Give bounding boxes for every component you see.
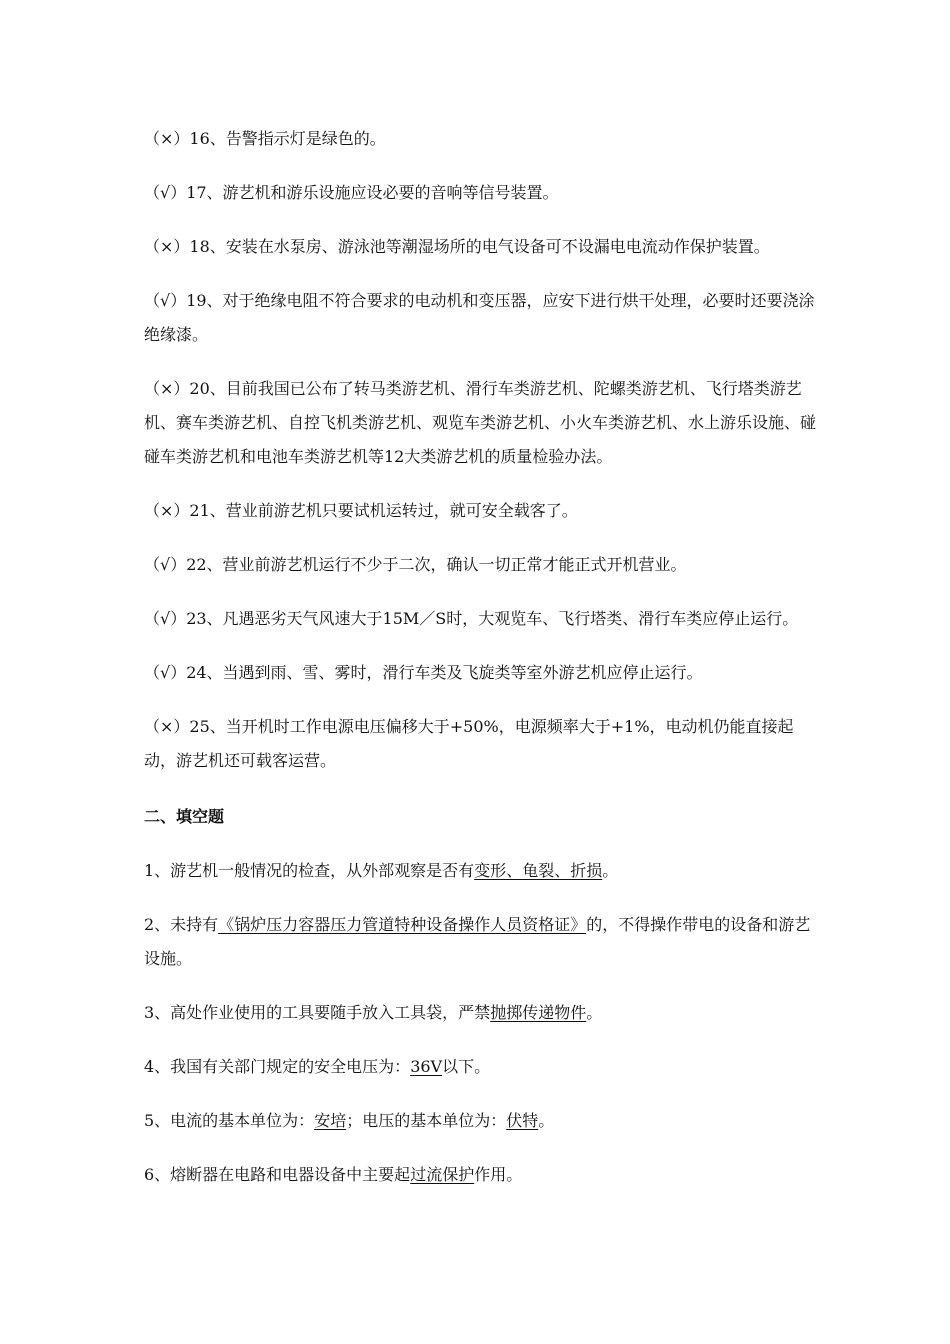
fill-item-text: 。 <box>602 861 619 880</box>
fill-answer: 过流保护 <box>410 1165 475 1184</box>
fill-item-4 <box>144 1050 820 1084</box>
judgement-item-24: （√）24、当遇到雨、雪、雾时，滑行车类及飞旋类等室外游艺机应停止运行。 <box>144 663 703 682</box>
fill-answer: 安培 <box>314 1111 347 1130</box>
judgement-item-22: （√）22、营业前游艺机运行不少于二次，确认一切正常才能正式开机营业。 <box>144 555 687 574</box>
fill-answer: 抛掷传递物件 <box>490 1003 587 1022</box>
fill-item-6 <box>144 1158 820 1192</box>
judgement-item-25: （×）25、当开机时工作电源电压偏移大于+50%，电源频率大于+1%，电动机仍能直接起动，游艺机还可载客运营。 <box>144 717 794 770</box>
fill-item-text: 的，不得操作带电的设备和游艺设施。 <box>144 915 811 968</box>
fill-item-5 <box>144 1104 820 1138</box>
fill-item-text: 3、高处作业使用的工具要随手放入工具袋，严禁 <box>144 1003 491 1022</box>
fill-item-3 <box>144 996 820 1030</box>
judgement-item-16: （×）16、告警指示灯是绿色的。 <box>144 129 386 148</box>
fill-answer: 《锅炉压力容器压力管道特种设备操作人员资格证》 <box>218 915 587 934</box>
fill-item-text: 以下。 <box>442 1057 491 1076</box>
fill-item-text: 5、电流的基本单位为： <box>144 1111 315 1130</box>
judgement-item-23: （√）23、凡遇恶劣天气风速大于15M／S时，大观览车、飞行塔类、滑行车类应停止运行。 <box>144 609 799 628</box>
section-heading-fill-in-blank: 二、填空题 <box>144 807 225 826</box>
judgement-item-18: （×）18、安装在水泵房、游泳池等潮湿场所的电气设备可不设漏电电流动作保护装置。 <box>144 237 770 256</box>
fill-answer: 变形、龟裂、折损 <box>474 861 603 880</box>
judgement-item-20: （×）20、目前我国已公布了转马类游艺机、滑行车类游艺机、陀螺类游艺机、飞行塔类游艺机、赛车类游艺机、自控飞机类游艺机、观览车类游艺机、小火车类游艺机、水上游乐设施、碰碰车类游艺机和电池车类游艺机等12大类游艺机的质量检验办法。 <box>144 379 817 466</box>
fill-item-text: ；电压的基本单位为： <box>346 1111 507 1130</box>
fill-item-text: 作用。 <box>474 1165 523 1184</box>
fill-item-text: 1、游艺机一般情况的检查，从外部观察是否有 <box>144 861 475 880</box>
fill-item-text: 6、熔断器在电路和电器设备中主要起 <box>144 1165 411 1184</box>
fill-answer: 伏特 <box>506 1111 539 1130</box>
fill-item-text: 4、我国有关部门规定的安全电压为： <box>144 1057 411 1076</box>
judgement-item-19: （√）19、对于绝缘电阻不符合要求的电动机和变压器，应安下进行烘干处理，必要时还要浇涂绝缘漆。 <box>144 291 815 344</box>
fill-item-text: 。 <box>538 1111 555 1130</box>
fill-item-text: 。 <box>586 1003 603 1022</box>
judgement-item-21: （×）21、营业前游艺机只要试机运转过，就可安全载客了。 <box>144 501 578 520</box>
judgement-item-17: （√）17、游艺机和游乐设施应设必要的音响等信号装置。 <box>144 183 559 202</box>
fill-item-text: 2、未持有 <box>144 915 219 934</box>
fill-answer: 36V <box>410 1057 443 1076</box>
fill-item-1 <box>144 854 820 888</box>
fill-item-2 <box>144 908 820 976</box>
